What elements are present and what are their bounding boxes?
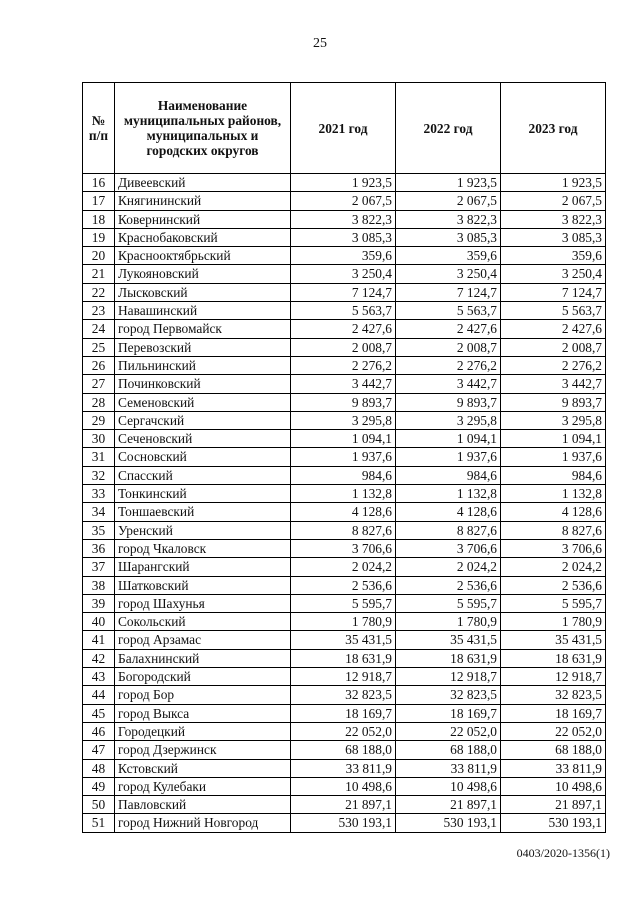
- table-row: [83, 796, 606, 814]
- value-2021: 12 918,7: [291, 668, 396, 686]
- table-row: [83, 613, 606, 631]
- value-2021: 8 827,6: [291, 521, 396, 539]
- table-row: [83, 448, 606, 466]
- district-name: Кстовский: [115, 759, 291, 777]
- row-number: 21: [83, 265, 115, 283]
- value-2022: 1 937,6: [396, 448, 501, 466]
- row-number: 39: [83, 594, 115, 612]
- district-name: Сеченовский: [115, 430, 291, 448]
- row-number: 50: [83, 796, 115, 814]
- value-2023: 1 132,8: [501, 485, 606, 503]
- value-2023: 1 923,5: [501, 174, 606, 192]
- value-2021: 3 250,4: [291, 265, 396, 283]
- table-row: [83, 174, 606, 192]
- value-2022: 33 811,9: [396, 759, 501, 777]
- value-2023: 35 431,5: [501, 631, 606, 649]
- district-name: Шатковский: [115, 576, 291, 594]
- value-2022: 32 823,5: [396, 686, 501, 704]
- district-name: город Выкса: [115, 704, 291, 722]
- value-2021: 18 169,7: [291, 704, 396, 722]
- district-name: Тоншаевский: [115, 503, 291, 521]
- table-row: [83, 283, 606, 301]
- value-2022: 10 498,6: [396, 777, 501, 795]
- district-name: Городецкий: [115, 722, 291, 740]
- table-row: [83, 466, 606, 484]
- table-row: [83, 686, 606, 704]
- value-2022: 1 094,1: [396, 430, 501, 448]
- table-row: [83, 411, 606, 429]
- district-name: Лукояновский: [115, 265, 291, 283]
- value-2023: 359,6: [501, 247, 606, 265]
- row-number: 49: [83, 777, 115, 795]
- table-row: [83, 503, 606, 521]
- value-2021: 1 132,8: [291, 485, 396, 503]
- row-number: 32: [83, 466, 115, 484]
- district-name: город Бор: [115, 686, 291, 704]
- row-number: 42: [83, 649, 115, 667]
- value-2023: 22 052,0: [501, 722, 606, 740]
- district-name: Тонкинский: [115, 485, 291, 503]
- value-2021: 4 128,6: [291, 503, 396, 521]
- district-name: Сосновский: [115, 448, 291, 466]
- value-2022: 68 188,0: [396, 741, 501, 759]
- header-num: № п/п: [83, 83, 115, 174]
- header-name: Наименование муниципальных районов, муниципальных и городских округов: [115, 83, 291, 174]
- value-2023: 9 893,7: [501, 393, 606, 411]
- table-row: [83, 210, 606, 228]
- value-2023: 3 295,8: [501, 411, 606, 429]
- table-row: [83, 631, 606, 649]
- value-2023: 3 822,3: [501, 210, 606, 228]
- table-row: [83, 265, 606, 283]
- value-2023: 2 536,6: [501, 576, 606, 594]
- table-row: [83, 320, 606, 338]
- row-number: 28: [83, 393, 115, 411]
- value-2023: 5 563,7: [501, 302, 606, 320]
- value-2022: 12 918,7: [396, 668, 501, 686]
- value-2021: 359,6: [291, 247, 396, 265]
- table-row: [83, 649, 606, 667]
- row-number: 22: [83, 283, 115, 301]
- value-2022: 22 052,0: [396, 722, 501, 740]
- value-2023: 8 827,6: [501, 521, 606, 539]
- value-2023: 2 067,5: [501, 192, 606, 210]
- district-name: город Арзамас: [115, 631, 291, 649]
- page-number: 25: [313, 36, 327, 51]
- district-name: Семеновский: [115, 393, 291, 411]
- row-number: 36: [83, 539, 115, 557]
- value-2023: 4 128,6: [501, 503, 606, 521]
- value-2021: 3 822,3: [291, 210, 396, 228]
- table-row: [83, 777, 606, 795]
- value-2021: 3 085,3: [291, 228, 396, 246]
- district-name: Балахнинский: [115, 649, 291, 667]
- value-2022: 530 193,1: [396, 814, 501, 832]
- value-2023: 3 706,6: [501, 539, 606, 557]
- district-name: Сокольский: [115, 613, 291, 631]
- table-row: [83, 247, 606, 265]
- value-2023: 7 124,7: [501, 283, 606, 301]
- table-row: [83, 576, 606, 594]
- value-2022: 3 822,3: [396, 210, 501, 228]
- value-2021: 1 937,6: [291, 448, 396, 466]
- value-2023: 32 823,5: [501, 686, 606, 704]
- district-name: Уренский: [115, 521, 291, 539]
- table-row: [83, 668, 606, 686]
- district-name: Лысковский: [115, 283, 291, 301]
- value-2021: 3 706,6: [291, 539, 396, 557]
- value-2022: 1 923,5: [396, 174, 501, 192]
- value-2023: 5 595,7: [501, 594, 606, 612]
- budget-table: [82, 82, 606, 833]
- district-name: Шарангский: [115, 558, 291, 576]
- value-2021: 1 780,9: [291, 613, 396, 631]
- value-2023: 3 442,7: [501, 375, 606, 393]
- header-2022: 2022 год: [396, 83, 501, 174]
- district-name: город Кулебаки: [115, 777, 291, 795]
- district-name: Починковский: [115, 375, 291, 393]
- value-2023: 18 631,9: [501, 649, 606, 667]
- value-2021: 5 595,7: [291, 594, 396, 612]
- value-2023: 2 276,2: [501, 356, 606, 374]
- district-name: Спасский: [115, 466, 291, 484]
- row-number: 16: [83, 174, 115, 192]
- table-row: [83, 722, 606, 740]
- value-2022: 8 827,6: [396, 521, 501, 539]
- table-row: [83, 393, 606, 411]
- value-2023: 68 188,0: [501, 741, 606, 759]
- value-2023: 3 085,3: [501, 228, 606, 246]
- district-name: Богородский: [115, 668, 291, 686]
- value-2023: 18 169,7: [501, 704, 606, 722]
- value-2023: 1 780,9: [501, 613, 606, 631]
- table-row: [83, 192, 606, 210]
- district-name: город Дзержинск: [115, 741, 291, 759]
- value-2022: 1 132,8: [396, 485, 501, 503]
- value-2021: 1 094,1: [291, 430, 396, 448]
- value-2021: 22 052,0: [291, 722, 396, 740]
- district-name: город Первомайск: [115, 320, 291, 338]
- district-name: Павловский: [115, 796, 291, 814]
- value-2022: 2 008,7: [396, 338, 501, 356]
- value-2021: 35 431,5: [291, 631, 396, 649]
- row-number: 45: [83, 704, 115, 722]
- table-row: [83, 228, 606, 246]
- row-number: 51: [83, 814, 115, 832]
- value-2021: 3 442,7: [291, 375, 396, 393]
- value-2022: 984,6: [396, 466, 501, 484]
- value-2021: 33 811,9: [291, 759, 396, 777]
- row-number: 24: [83, 320, 115, 338]
- district-name: Дивеевский: [115, 174, 291, 192]
- row-number: 25: [83, 338, 115, 356]
- district-name: Ковернинский: [115, 210, 291, 228]
- row-number: 18: [83, 210, 115, 228]
- district-name: город Чкаловск: [115, 539, 291, 557]
- value-2023: 3 250,4: [501, 265, 606, 283]
- value-2021: 2 008,7: [291, 338, 396, 356]
- table-row: [83, 430, 606, 448]
- value-2022: 1 780,9: [396, 613, 501, 631]
- value-2023: 33 811,9: [501, 759, 606, 777]
- row-number: 27: [83, 375, 115, 393]
- value-2022: 21 897,1: [396, 796, 501, 814]
- row-number: 26: [83, 356, 115, 374]
- value-2021: 2 536,6: [291, 576, 396, 594]
- value-2023: 530 193,1: [501, 814, 606, 832]
- value-2022: 9 893,7: [396, 393, 501, 411]
- table-row: [83, 741, 606, 759]
- district-name: Сергачский: [115, 411, 291, 429]
- row-number: 29: [83, 411, 115, 429]
- district-name: Княгининский: [115, 192, 291, 210]
- value-2022: 4 128,6: [396, 503, 501, 521]
- value-2021: 2 427,6: [291, 320, 396, 338]
- value-2022: 7 124,7: [396, 283, 501, 301]
- value-2021: 68 188,0: [291, 741, 396, 759]
- value-2022: 5 563,7: [396, 302, 501, 320]
- value-2022: 5 595,7: [396, 594, 501, 612]
- value-2023: 21 897,1: [501, 796, 606, 814]
- value-2022: 3 250,4: [396, 265, 501, 283]
- table-row: [83, 302, 606, 320]
- value-2022: 2 536,6: [396, 576, 501, 594]
- value-2022: 2 067,5: [396, 192, 501, 210]
- row-number: 33: [83, 485, 115, 503]
- value-2021: 2 276,2: [291, 356, 396, 374]
- row-number: 48: [83, 759, 115, 777]
- row-number: 40: [83, 613, 115, 631]
- value-2022: 35 431,5: [396, 631, 501, 649]
- value-2021: 5 563,7: [291, 302, 396, 320]
- value-2023: 2 008,7: [501, 338, 606, 356]
- value-2021: 2 067,5: [291, 192, 396, 210]
- value-2023: 984,6: [501, 466, 606, 484]
- table-row: [83, 759, 606, 777]
- row-number: 20: [83, 247, 115, 265]
- row-number: 23: [83, 302, 115, 320]
- document-code: 0403/2020-1356(1): [516, 846, 610, 860]
- value-2022: 2 276,2: [396, 356, 501, 374]
- value-2023: 12 918,7: [501, 668, 606, 686]
- value-2021: 3 295,8: [291, 411, 396, 429]
- table-body: [83, 174, 606, 833]
- value-2022: 3 085,3: [396, 228, 501, 246]
- table-row: [83, 539, 606, 557]
- row-number: 34: [83, 503, 115, 521]
- district-name: Перевозский: [115, 338, 291, 356]
- row-number: 43: [83, 668, 115, 686]
- value-2022: 3 706,6: [396, 539, 501, 557]
- value-2023: 2 427,6: [501, 320, 606, 338]
- row-number: 41: [83, 631, 115, 649]
- row-number: 30: [83, 430, 115, 448]
- table-row: [83, 338, 606, 356]
- value-2022: 3 442,7: [396, 375, 501, 393]
- value-2023: 1 094,1: [501, 430, 606, 448]
- row-number: 38: [83, 576, 115, 594]
- value-2022: 359,6: [396, 247, 501, 265]
- value-2021: 10 498,6: [291, 777, 396, 795]
- value-2023: 1 937,6: [501, 448, 606, 466]
- row-number: 46: [83, 722, 115, 740]
- row-number: 17: [83, 192, 115, 210]
- value-2021: 2 024,2: [291, 558, 396, 576]
- header-2021: 2021 год: [291, 83, 396, 174]
- value-2023: 2 024,2: [501, 558, 606, 576]
- district-name: Краснобаковский: [115, 228, 291, 246]
- value-2021: 32 823,5: [291, 686, 396, 704]
- table-row: [83, 521, 606, 539]
- value-2021: 984,6: [291, 466, 396, 484]
- row-number: 19: [83, 228, 115, 246]
- district-name: город Шахунья: [115, 594, 291, 612]
- value-2022: 18 631,9: [396, 649, 501, 667]
- district-name: город Нижний Новгород: [115, 814, 291, 832]
- value-2022: 18 169,7: [396, 704, 501, 722]
- table-row: [83, 558, 606, 576]
- value-2022: 3 295,8: [396, 411, 501, 429]
- table-row: [83, 814, 606, 832]
- table-row: [83, 375, 606, 393]
- row-number: 37: [83, 558, 115, 576]
- header-2023: 2023 год: [501, 83, 606, 174]
- district-name: Краснооктябрьский: [115, 247, 291, 265]
- table-row: [83, 485, 606, 503]
- district-name: Пильнинский: [115, 356, 291, 374]
- value-2021: 530 193,1: [291, 814, 396, 832]
- value-2022: 2 024,2: [396, 558, 501, 576]
- value-2022: 2 427,6: [396, 320, 501, 338]
- table-header-row: [83, 83, 606, 174]
- table-row: [83, 594, 606, 612]
- row-number: 44: [83, 686, 115, 704]
- value-2021: 7 124,7: [291, 283, 396, 301]
- row-number: 35: [83, 521, 115, 539]
- table-row: [83, 356, 606, 374]
- value-2021: 1 923,5: [291, 174, 396, 192]
- row-number: 47: [83, 741, 115, 759]
- value-2023: 10 498,6: [501, 777, 606, 795]
- district-name: Навашинский: [115, 302, 291, 320]
- row-number: 31: [83, 448, 115, 466]
- value-2021: 18 631,9: [291, 649, 396, 667]
- table-row: [83, 704, 606, 722]
- value-2021: 21 897,1: [291, 796, 396, 814]
- value-2021: 9 893,7: [291, 393, 396, 411]
